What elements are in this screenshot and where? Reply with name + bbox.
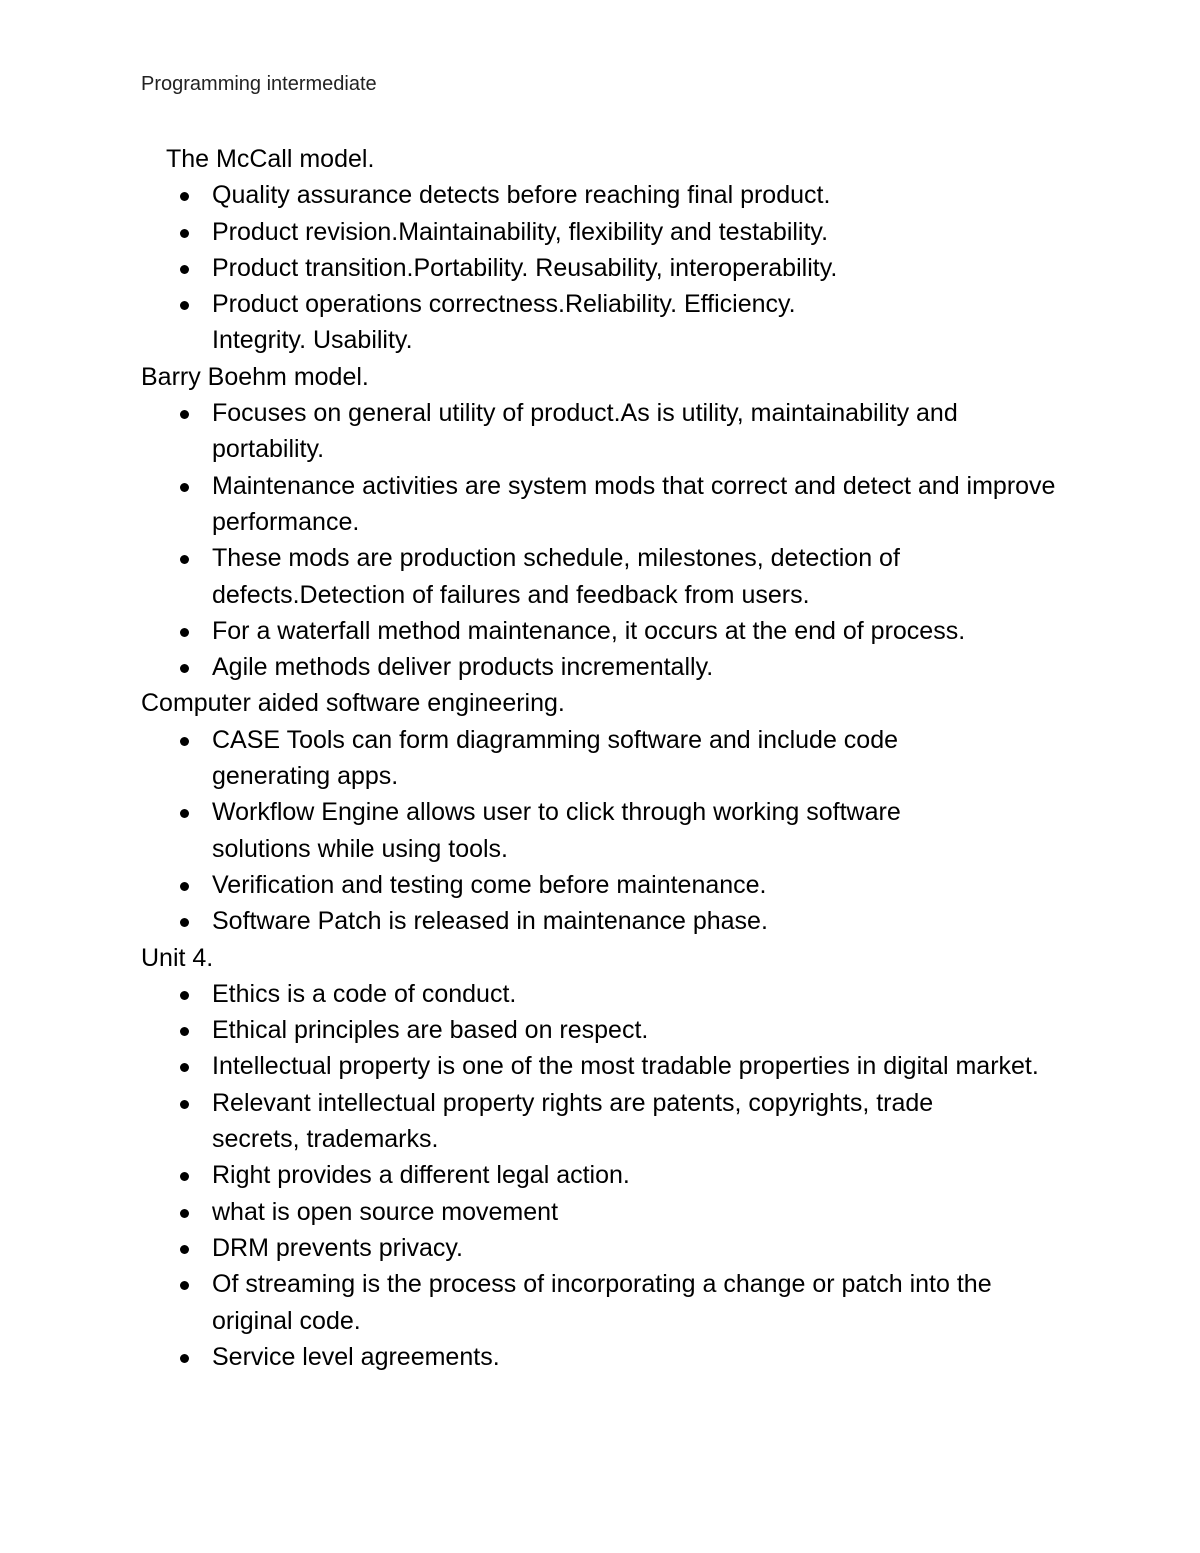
list-item: Of streaming is the process of incorporating a change or patch into the original code. <box>141 1266 1101 1339</box>
list-item: Agile methods deliver products incrementally. <box>141 649 1101 685</box>
bullet-icon <box>180 628 189 637</box>
bullet-icon <box>180 918 189 927</box>
list-item: Ethics is a code of conduct. <box>141 976 1101 1012</box>
section-unit-4 <box>141 940 1101 1376</box>
list-item: Product transition.Portability. Reusability, interoperability. <box>141 250 1101 286</box>
list-item: Verification and testing come before maintenance. <box>141 867 1101 903</box>
page-header: Programming intermediate <box>141 73 377 95</box>
section-mccall <box>141 141 1101 359</box>
bullet-icon <box>180 1209 189 1218</box>
bullet-icon <box>180 483 189 492</box>
bullet-icon <box>180 1172 189 1181</box>
list-item: Relevant intellectual property rights are patents, copyrights, trade secrets, trademarks. <box>141 1085 1101 1158</box>
bullet-icon <box>180 737 189 746</box>
list-item: Focuses on general utility of product.As is utility, maintainability and portability. <box>141 395 1101 468</box>
list-item: Software Patch is released in maintenance phase. <box>141 903 1101 939</box>
bullet-icon <box>180 1281 189 1290</box>
section-case <box>141 685 1101 939</box>
list-item: These mods are production schedule, milestones, detection of defects.Detection of failures and feedback from users. <box>141 540 1101 613</box>
section-title: The McCall model. <box>166 145 375 173</box>
bullet-icon <box>180 192 189 201</box>
bullet-icon <box>180 1354 189 1363</box>
list-item: Product operations correctness.Reliability. Efficiency. Integrity. Usability. <box>141 286 1101 359</box>
section-title: Barry Boehm model. <box>141 362 369 391</box>
bullet-icon <box>180 1063 189 1072</box>
list-item: CASE Tools can form diagramming software and include code generating apps. <box>141 722 1101 795</box>
bullet-icon <box>180 410 189 419</box>
list-item: For a waterfall method maintenance, it occurs at the end of process. <box>141 613 1101 649</box>
list-item: Ethical principles are based on respect. <box>141 1012 1101 1048</box>
bullet-list <box>141 395 1101 685</box>
section-title: Unit 4. <box>141 943 214 972</box>
list-item: Service level agreements. <box>141 1339 1101 1375</box>
document-body <box>141 141 1101 1375</box>
bullet-icon <box>180 229 189 238</box>
bullet-icon <box>180 1100 189 1109</box>
bullet-list <box>141 722 1101 940</box>
list-item: Workflow Engine allows user to click through working software solutions while using tools. <box>141 794 1101 867</box>
bullet-icon <box>180 555 189 564</box>
bullet-icon <box>180 882 189 891</box>
bullet-list <box>141 177 1101 358</box>
list-item: Maintenance activities are system mods that correct and detect and improve performance. <box>141 468 1101 541</box>
list-item: DRM prevents privacy. <box>141 1230 1101 1266</box>
list-item: what is open source movement <box>141 1194 1101 1230</box>
bullet-list <box>141 976 1101 1375</box>
bullet-icon <box>180 809 189 818</box>
list-item: Product revision.Maintainability, flexibility and testability. <box>141 214 1101 250</box>
list-item: Right provides a different legal action. <box>141 1157 1101 1193</box>
list-item: Intellectual property is one of the most tradable properties in digital market. <box>141 1048 1101 1084</box>
bullet-icon <box>180 301 189 310</box>
bullet-icon <box>180 991 189 1000</box>
section-boehm <box>141 359 1101 686</box>
bullet-icon <box>180 664 189 673</box>
list-item: Quality assurance detects before reaching final product. <box>141 177 1101 213</box>
bullet-icon <box>180 1245 189 1254</box>
bullet-icon <box>180 265 189 274</box>
section-title: Computer aided software engineering. <box>141 689 565 718</box>
bullet-icon <box>180 1027 189 1036</box>
